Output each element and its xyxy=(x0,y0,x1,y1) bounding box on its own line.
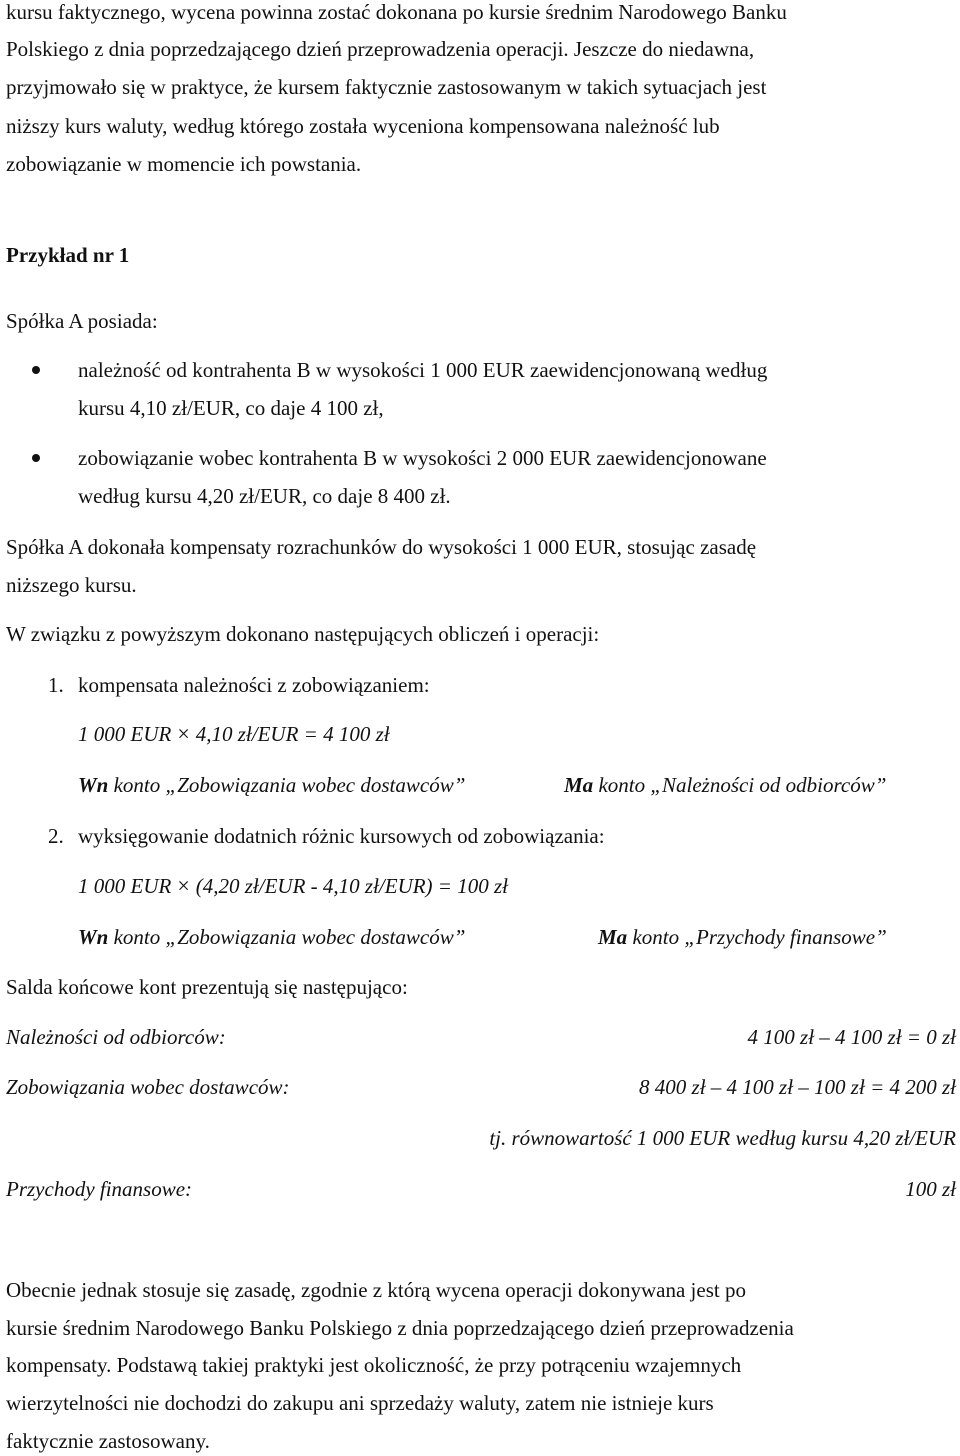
ma-label: Ma xyxy=(598,925,628,949)
step-number: 2. xyxy=(48,824,64,848)
ma-account: konto „Przychody finansowe” xyxy=(632,925,887,949)
company-intro: Spółka A posiada: xyxy=(6,309,158,333)
posting-credit xyxy=(598,925,887,949)
intro-line: niższy kurs waluty, według którego została wyceniona kompensowana należność lub xyxy=(6,114,720,138)
balance-value: 8 400 zł – 4 100 zł – 100 zł = 4 200 zł xyxy=(639,1075,956,1099)
step-label: wyksięgowanie dodatnich różnic kursowych od zobowiązania: xyxy=(78,824,605,848)
formula-right: 4,10 zł/EUR = 4 100 zł xyxy=(195,722,390,746)
bullet-icon xyxy=(32,454,40,462)
calc-intro: W związku z powyższym dokonano następujących obliczeń i operacji: xyxy=(6,622,600,646)
wn-account: konto „Zobowiązania wobec dostawców” xyxy=(113,773,466,797)
balance-value: 4 100 zł – 4 100 zł = 0 zł xyxy=(747,1025,956,1049)
conclusion-line: Obecnie jednak stosuje się zasadę, zgodnie z którą wycena operacji dokonywana jest po xyxy=(6,1278,746,1302)
example-title: Przykład nr 1 xyxy=(6,243,130,267)
intro-line: przyjmowało się w praktyce, że kursem faktycznie zastosowanym w takich sytuacjach jest xyxy=(6,75,767,99)
list-item: zobowiązanie wobec kontrahenta B w wysokości 2 000 EUR zaewidencjonowane xyxy=(78,446,767,470)
step-number: 1. xyxy=(48,673,64,697)
step-label: kompensata należności z zobowiązaniem: xyxy=(78,673,430,697)
formula-left: 1 000 EUR xyxy=(78,874,172,898)
conclusion-line: kursie średnim Narodowego Banku Polskiego z dnia poprzedzającego dzień przeprowadzenia xyxy=(6,1316,794,1340)
balance-label: Należności od odbiorców: xyxy=(6,1025,226,1049)
list-item: należność od kontrahenta B w wysokości 1 000 EUR zaewidencjonowaną według xyxy=(78,358,768,382)
bullet-icon xyxy=(32,366,40,374)
compensation-line: Spółka A dokonała kompensaty rozrachunków do wysokości 1 000 EUR, stosując zasadę xyxy=(6,535,757,559)
multiply-icon: × xyxy=(177,721,190,746)
wn-label: Wn xyxy=(78,773,109,797)
balance-label: Zobowiązania wobec dostawców: xyxy=(6,1075,290,1099)
step-formula xyxy=(78,874,508,898)
formula-left: 1 000 EUR xyxy=(78,722,172,746)
intro-line: kursu faktycznego, wycena powinna zostać dokonana po kursie średnim Narodowego Banku xyxy=(6,0,787,24)
formula-right: (4,20 zł/EUR - 4,10 zł/EUR) = 100 zł xyxy=(195,874,508,898)
posting-credit xyxy=(564,773,886,797)
ma-account: konto „Należności od odbiorców” xyxy=(598,773,887,797)
wn-label: Wn xyxy=(78,925,109,949)
wn-account: konto „Zobowiązania wobec dostawców” xyxy=(113,925,466,949)
list-item: kursu 4,10 zł/EUR, co daje 4 100 zł, xyxy=(78,396,384,420)
posting-debit xyxy=(78,925,465,949)
posting-debit xyxy=(78,773,465,797)
balance-label: Przychody finansowe: xyxy=(6,1177,193,1201)
compensation-line: niższego kursu. xyxy=(6,573,137,597)
conclusion-line: kompensaty. Podstawą takiej praktyki jest okoliczność, że przy potrąceniu wzajemnych xyxy=(6,1353,742,1377)
balance-note: tj. równowartość 1 000 EUR według kursu 4,20 zł/EUR xyxy=(489,1126,956,1150)
intro-line: Polskiego z dnia poprzedzającego dzień przeprowadzenia operacji. Jeszcze do niedawna, xyxy=(6,37,755,61)
ma-label: Ma xyxy=(564,773,594,797)
list-item: według kursu 4,20 zł/EUR, co daje 8 400 zł. xyxy=(78,484,451,508)
step-formula xyxy=(78,722,390,746)
conclusion-line: wierzytelności nie dochodzi do zakupu ani sprzedaży waluty, zatem nie istnieje kurs xyxy=(6,1391,714,1415)
intro-line: zobowiązanie w momencie ich powstania. xyxy=(6,152,362,176)
balances-intro: Salda końcowe kont prezentują się następująco: xyxy=(6,975,408,999)
balance-value: 100 zł xyxy=(905,1177,956,1201)
conclusion-line: faktycznie zastosowany. xyxy=(6,1429,210,1453)
multiply-icon: × xyxy=(177,873,190,898)
